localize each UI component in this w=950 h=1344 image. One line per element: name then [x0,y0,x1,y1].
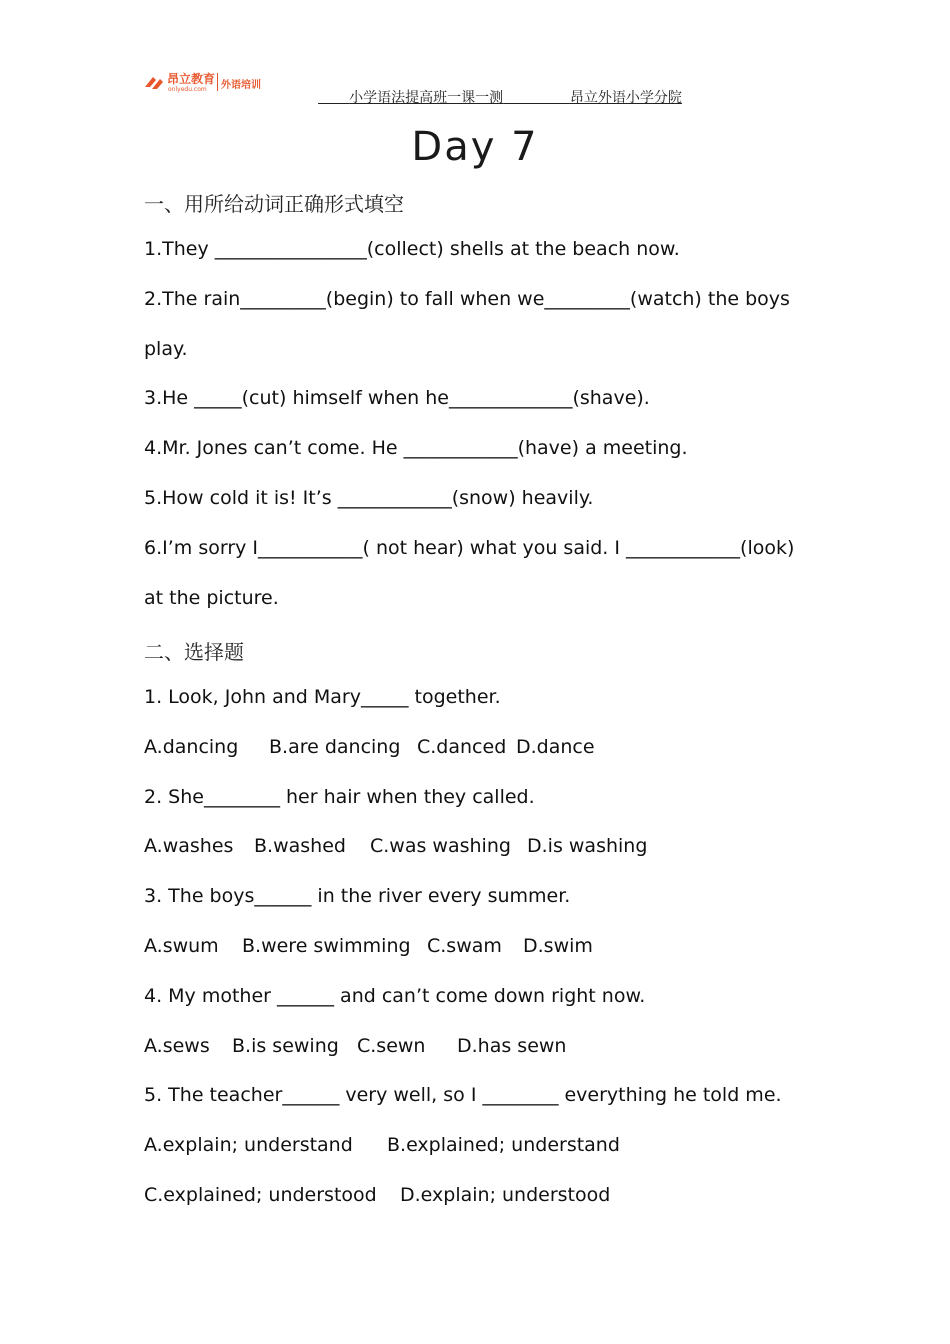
section1-line: 5.How cold it is! It’s ____________(snow) heavily. [144,487,594,509]
section1-line: at the picture. [144,587,279,609]
question-text: 2. She________ her hair when they called. [144,786,535,808]
option-d: D.explain; understood [400,1184,611,1206]
option-a: A.explain; understand [144,1134,353,1156]
option-b: B.were swimming [242,935,411,957]
option-c: C.swam [427,935,502,957]
section1-line: 4.Mr. Jones can’t come. He ____________(have) a meeting. [144,437,688,459]
option-b: B.explained; understand [387,1134,620,1156]
section1-line: 6.I’m sorry I___________( not hear) what you said. I ____________(look) [144,537,795,559]
option-b: B.is sewing [232,1035,339,1057]
option-c: C.was washing [370,835,511,857]
option-b: B.washed [254,835,346,857]
section1-heading: 一、用所给动词正确形式填空 [144,192,404,216]
logo-divider [217,73,218,91]
section2-heading: 二、选择题 [144,640,244,664]
section1-line: 2.The rain_________(begin) to fall when we_________(watch) the boys [144,288,790,310]
section1-line: 1.They ________________(collect) shells at the beach now. [144,238,680,260]
option-a: A.sews [144,1035,210,1057]
logo-chinese-text: 昂立教育 [167,72,216,86]
logo-mark-icon [143,73,165,93]
option-c: C.danced [417,736,507,758]
question-text: 5. The teacher______ very well, so I ________ everything he told me. [144,1084,782,1106]
option-c: C.explained; understood [144,1184,377,1206]
option-d: D.is washing [527,835,648,857]
section1-line: play. [144,338,188,360]
option-c: C.sewn [357,1035,426,1057]
option-d: D.has sewn [457,1035,567,1057]
option-d: D.swim [523,935,593,957]
option-a: A.washes [144,835,234,857]
page-title: Day 7 [411,124,539,170]
question-text: 1. Look, John and Mary_____ together. [144,686,501,708]
option-a: A.swum [144,935,219,957]
option-b: B.are dancing [269,736,401,758]
logo-english-text: onlyedu.com [168,86,207,93]
header-course: 小学语法提高班一课一测 [349,90,504,106]
section1-line: 3.He _____(cut) himself when he_____________(shave). [144,387,650,409]
option-d: D.dance [516,736,595,758]
company-logo [143,70,268,96]
question-text: 3. The boys______ in the river every summer. [144,885,571,907]
header-school: 昂立外语小学分院 [569,90,682,106]
question-text: 4. My mother ______ and can’t come down right now. [144,985,646,1007]
logo-subtitle: 外语培训 [221,80,261,91]
header-course-line [318,87,682,107]
option-a: A.dancing [144,736,239,758]
